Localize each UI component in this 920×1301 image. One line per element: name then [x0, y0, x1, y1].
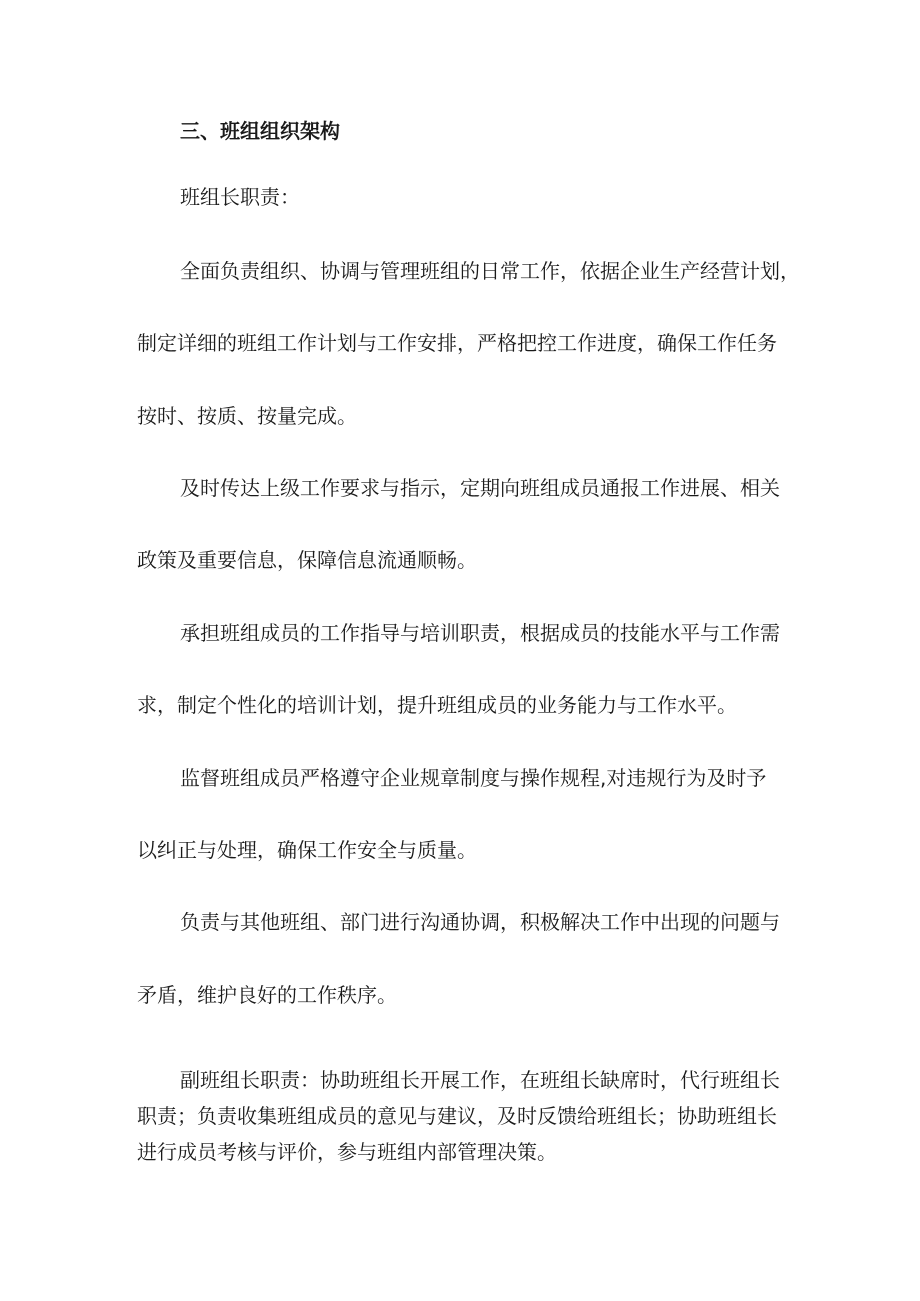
section-heading: 三、班组组织架构 — [180, 119, 340, 143]
paragraph-line: 求，制定个性化的培训计划，提升班组成员的业务能力与工作水平。 — [137, 693, 737, 717]
paragraph-line: 及时传达上级工作要求与指示，定期向班组成员通报工作进展、相关 — [180, 476, 780, 500]
paragraph-line: 按时、按质、按量完成。 — [137, 404, 357, 428]
paragraph-line: 监督班组成员严格遵守企业规章制度与操作规程,对违规行为及时予 — [180, 766, 767, 790]
paragraph-line: 负责与其他班组、部门进行沟通协调，积极解决工作中出现的问题与 — [180, 910, 780, 934]
paragraph-line: 政策及重要信息，保障信息流通顺畅。 — [137, 548, 477, 572]
deputy-duties-line: 职责；负责收集班组成员的意见与建议，及时反馈给班组长；协助班组长 — [137, 1104, 777, 1128]
paragraph-line: 矛盾，维护良好的工作秩序。 — [137, 983, 397, 1007]
deputy-duties-line: 进行成员考核与评价，参与班组内部管理决策。 — [137, 1140, 557, 1164]
paragraph-line: 承担班组成员的工作指导与培训职责，根据成员的技能水平与工作需 — [180, 621, 780, 645]
paragraph-line: 制定详细的班组工作计划与工作安排，严格把控工作进度，确保工作任务 — [137, 331, 777, 355]
paragraph-line: 以纠正与处理，确保工作安全与质量。 — [137, 838, 477, 862]
deputy-duties-line: 副班组长职责：协助班组长开展工作，在班组长缺席时，代行班组长 — [180, 1068, 780, 1092]
paragraph-line: 全面负责组织、协调与管理班组的日常工作，依据企业生产经营计划， — [180, 259, 800, 283]
leader-duties-label: 班组长职责： — [180, 185, 300, 209]
